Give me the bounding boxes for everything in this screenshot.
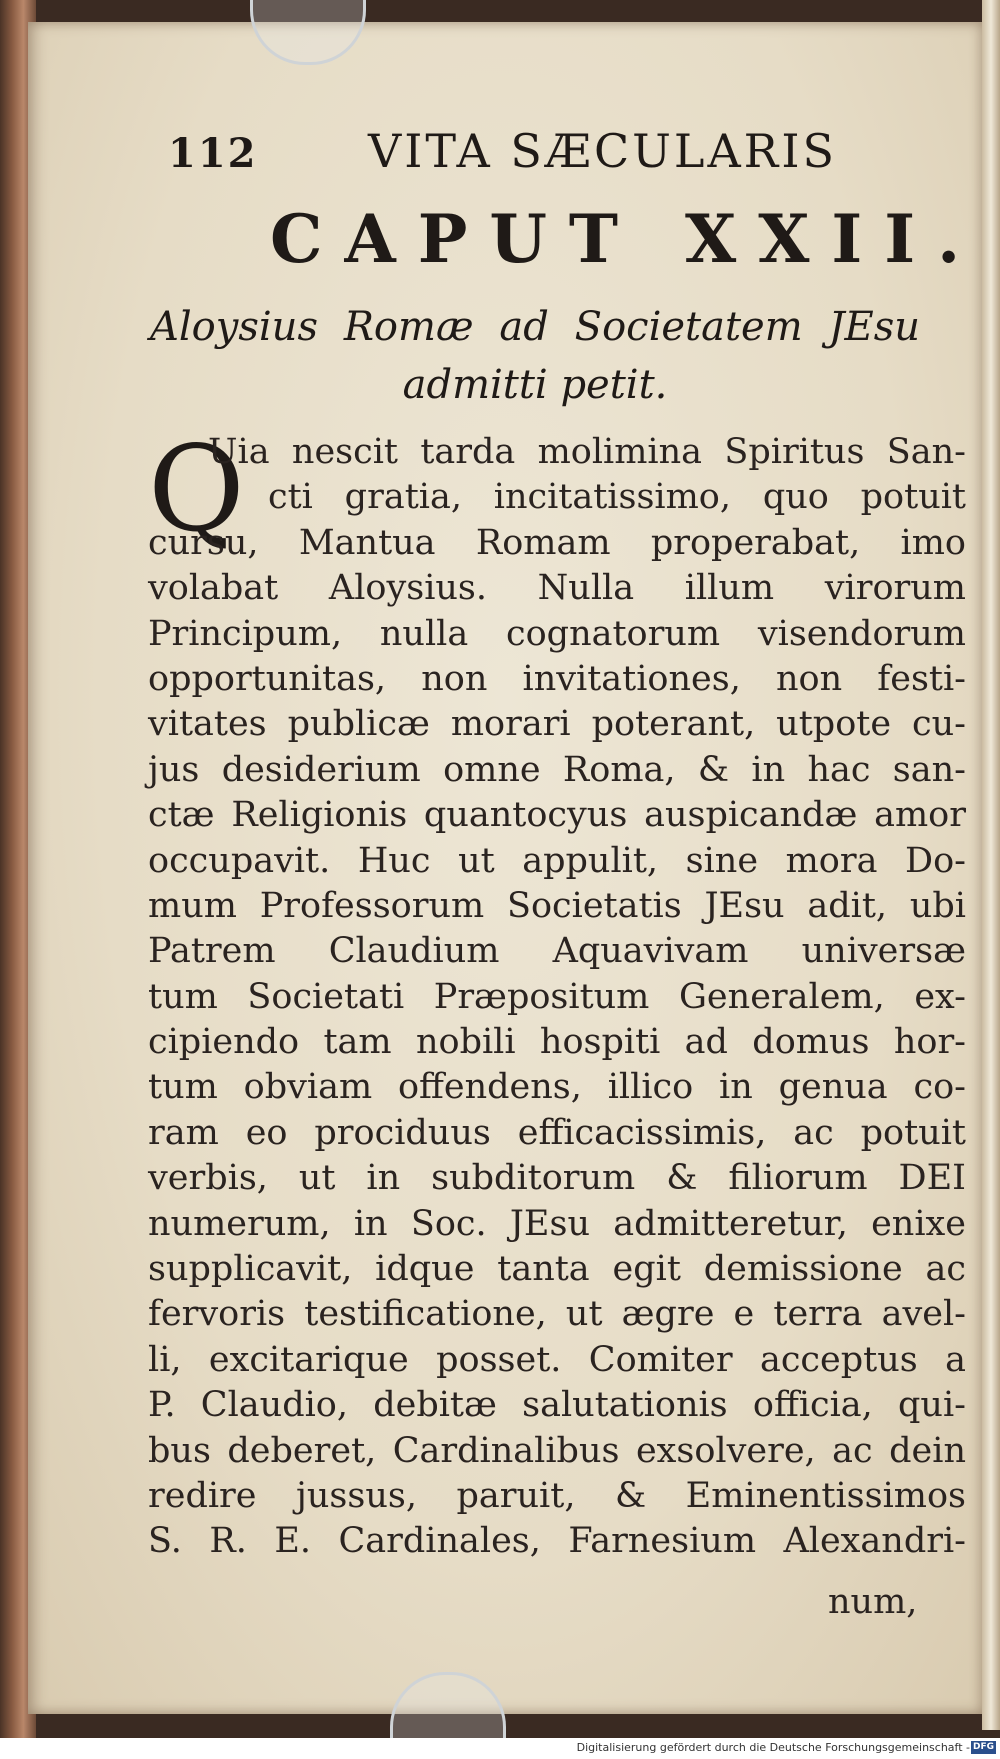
text-line: opportunitas, non invitationes, non festi-	[148, 658, 966, 699]
text-line: bus deberet, Cardinalibus exsolvere, ac dein	[148, 1430, 966, 1471]
text-line: occupavit. Huc ut appulit, sine mora Do-	[148, 840, 966, 881]
text-line: P. Claudio, debitæ salutationis officia, qui-	[148, 1385, 966, 1426]
text-line: cursu, Mantua Romam properabat, imo	[148, 522, 966, 563]
text-line: verbis, ut in subditorum & filiorum DEI	[148, 1158, 966, 1199]
text-line: vitates publicæ morari poterant, utpote cu-	[148, 704, 966, 745]
chapter-subtitle: Aloysius Romæ ad Societatem JEsu admitti petit.	[150, 304, 920, 408]
text-line: jus desiderium omne Roma, & in hac san-	[148, 749, 966, 790]
text-line: Patrem Claudium Aquavivam universæ	[148, 931, 966, 972]
page-edge-right	[982, 0, 1000, 1730]
text-line: volabat Aloysius. Nulla illum virorum	[148, 568, 966, 609]
dfg-logo: DFG	[972, 1742, 994, 1752]
catchword: num,	[828, 1582, 918, 1622]
running-title: VITA SÆCULARIS	[368, 124, 838, 178]
page-number: 112	[168, 130, 258, 177]
text-line: fervoris testificatione, ut ægre e terra avel-	[148, 1294, 966, 1335]
text-line: tum obviam offendens, illico in genua co-	[148, 1067, 966, 1108]
text-line: mum Professorum Societatis JEsu adit, ubi	[148, 885, 966, 926]
chapter-title: CAPUT XXII.	[270, 200, 983, 278]
footer-credit: Digitalisierung gefördert durch die Deutsche Forschungsgemeinschaft -	[576, 1741, 970, 1754]
text-line: li, excitarique posset. Comiter acceptus a	[148, 1339, 966, 1380]
text-line: Uia nescit tarda molimina Spiritus San-	[208, 432, 966, 472]
text-line: cti gratia, incitatissimo, quo potuit	[268, 477, 966, 518]
text-line: Principum, nulla cognatorum visendorum	[148, 613, 966, 654]
text-line: S. R. E. Cardinales, Farnesium Alexandri-	[148, 1521, 966, 1562]
text-line: redire jussus, paruit, & Eminentissimos	[148, 1475, 966, 1516]
text-line: numerum, in Soc. JEsu admitteretur, enixe	[148, 1203, 966, 1244]
text-line: supplicavit, idque tanta egit demissione ac	[148, 1249, 966, 1290]
body-text	[148, 420, 966, 1565]
drop-cap: Q	[148, 420, 245, 558]
digitization-footer	[0, 1738, 1000, 1759]
text-line: cipiendo tam nobili hospiti ad domus hor-	[148, 1022, 966, 1063]
text-line: ctæ Religionis quantocyus auspicandæ amor	[148, 795, 966, 836]
text-line: ram eo prociduus efficacissimis, ac potuit	[148, 1112, 966, 1153]
text-line: tum Societati Præpositum Generalem, ex-	[148, 976, 966, 1017]
